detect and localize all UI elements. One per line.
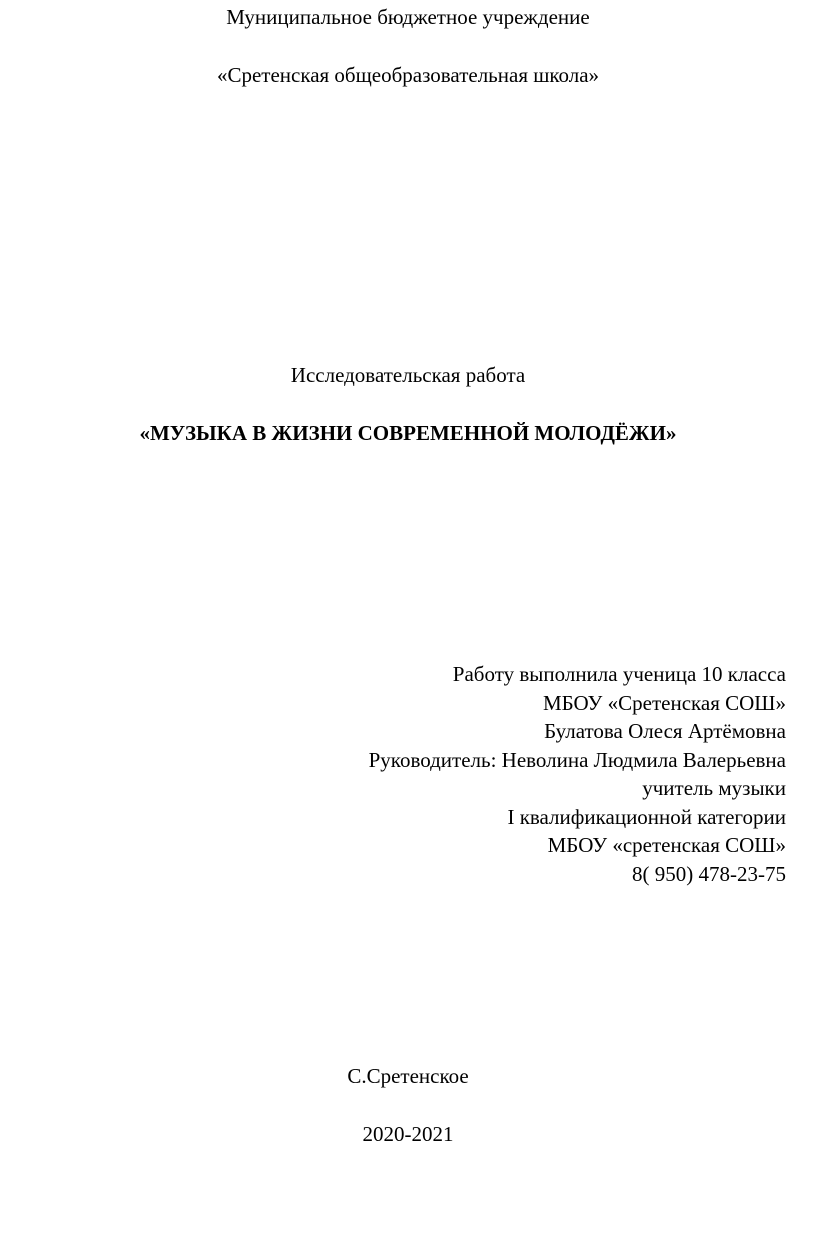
author-line-performer: Работу выполнила ученица 10 класса xyxy=(452,662,786,686)
author-line-supervisor: Руководитель: Неволина Людмила Валерьевна xyxy=(368,747,786,772)
author-info-block xyxy=(369,660,786,888)
author-line-student-name: Булатова Олеся Артёмовна xyxy=(544,719,786,743)
institution-line-1: Муниципальное бюджетное учреждение xyxy=(226,5,590,29)
footer-year: 2020-2021 xyxy=(362,1122,454,1146)
author-line-category: I квалификационной категории xyxy=(507,804,786,829)
author-line-position: учитель музыки xyxy=(642,776,786,800)
author-line-supervisor-school: МБОУ «сретенская СОШ» xyxy=(547,833,786,857)
footer-place: С.Сретенское xyxy=(347,1064,469,1088)
institution-line-2: «Сретенская общеобразовательная школа» xyxy=(216,63,600,87)
work-title: «МУЗЫКА В ЖИЗНИ СОВРЕМЕННОЙ МОЛОДЁЖИ» xyxy=(139,421,677,445)
author-line-school: МБОУ «Сретенская СОШ» xyxy=(542,690,786,715)
author-line-phone: 8( 950) 478-23-75 xyxy=(632,861,786,886)
work-type: Исследовательская работа xyxy=(290,363,526,387)
